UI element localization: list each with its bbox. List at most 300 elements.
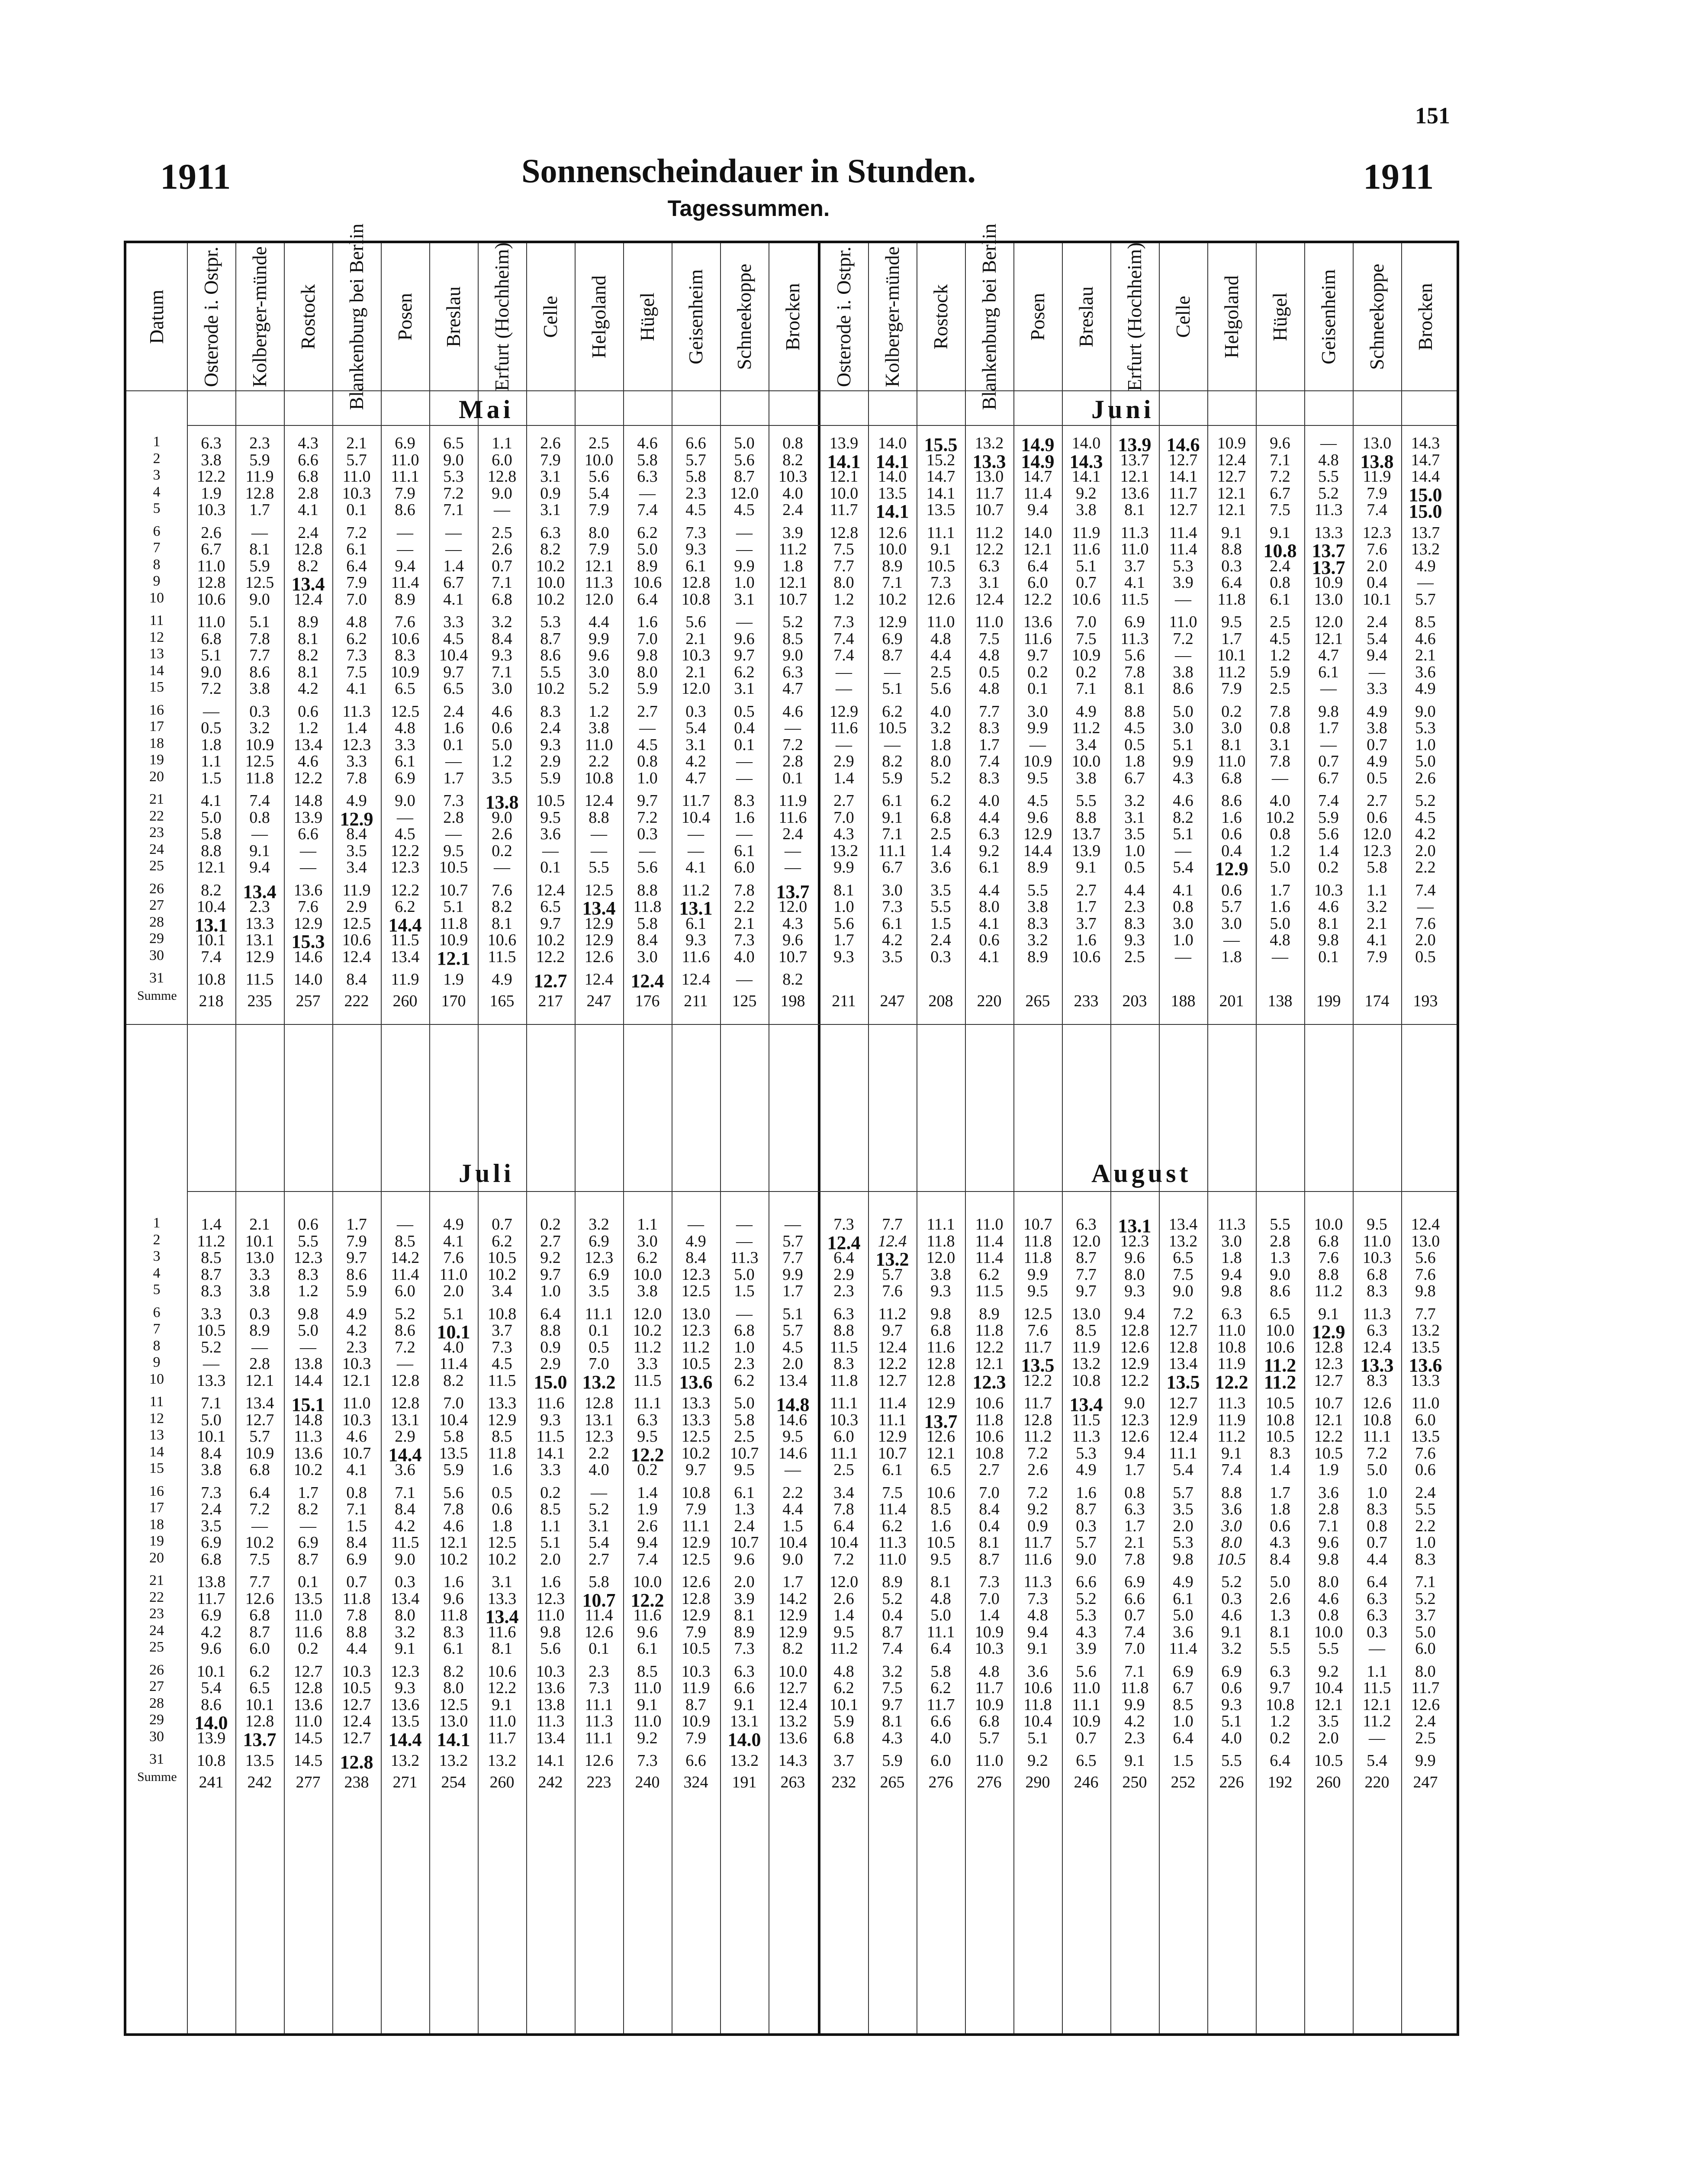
data-cell: 12.4 — [878, 1232, 907, 1250]
data-cell: 11.8 — [439, 914, 468, 933]
data-cell: 11.9 — [682, 1679, 710, 1697]
data-cell: 8.2 — [492, 898, 512, 916]
data-cell: 11.8 — [926, 1232, 955, 1250]
data-cell: 11.4 — [878, 1394, 907, 1412]
data-cell: 13.0 — [439, 1712, 468, 1730]
data-cell: 9.7 — [1076, 1282, 1097, 1300]
data-cell: 11.8 — [1120, 1679, 1149, 1697]
data-cell: 9.8 — [298, 1304, 318, 1323]
data-cell: 2.4 — [782, 825, 803, 843]
data-cell: 5.3 — [1076, 1606, 1097, 1624]
data-cell: 12.5 — [439, 1695, 468, 1714]
data-cell: 7.0 — [1076, 613, 1097, 631]
data-cell: 3.6 — [1173, 1623, 1193, 1641]
data-cell: — — [785, 841, 801, 860]
data-cell: 8.4 — [395, 1500, 415, 1518]
data-cell: 5.2 — [882, 1589, 903, 1608]
data-cell: 13.9 — [293, 808, 323, 827]
data-cell: 6.8 — [201, 629, 222, 648]
data-cell: 9.1 — [1270, 523, 1290, 542]
data-cell: 2.4 — [201, 1500, 222, 1518]
data-cell: 13.3 — [196, 1371, 226, 1390]
station-header-geisenheim: Geisenheim — [685, 269, 707, 364]
data-cell: 9.4 — [249, 858, 270, 876]
data-cell: 13.3 — [972, 451, 1006, 472]
data-cell: 10.6 — [487, 1662, 517, 1681]
data-cell: 3.5 — [346, 841, 367, 860]
data-cell: 11.8 — [342, 1589, 371, 1608]
data-cell: 12.9 — [681, 1533, 711, 1552]
data-cell: 7.9 — [589, 501, 609, 519]
data-cell: 5.2 — [1076, 1589, 1097, 1608]
data-cell: 3.8 — [1076, 769, 1097, 787]
data-cell: 0.8 — [1270, 719, 1290, 737]
data-cell: 8.9 — [979, 1304, 1000, 1323]
data-cell: 9.7 — [540, 914, 561, 933]
data-cell: 2.7 — [833, 792, 854, 810]
data-cell: 3.2 — [1027, 931, 1048, 949]
data-cell: 0.3 — [637, 825, 658, 843]
day-number: 19 — [149, 1533, 164, 1549]
data-cell: 12.1 — [342, 1371, 371, 1390]
data-cell: 4.1 — [443, 1232, 464, 1250]
data-cell: 12.0 — [681, 679, 711, 698]
station-header-erfurt: Erfurt (Hochheim) — [491, 242, 513, 391]
data-cell: 8.2 — [298, 557, 318, 575]
data-cell: 10.6 — [1265, 1338, 1295, 1356]
sum-cell: 324 — [683, 1773, 708, 1791]
data-cell: 6.1 — [1270, 590, 1290, 609]
data-cell: 11.5 — [245, 970, 274, 989]
data-cell: 11.0 — [294, 1606, 322, 1624]
data-cell: 4.1 — [346, 1461, 367, 1479]
data-cell: 11.7 — [1411, 1679, 1440, 1697]
data-cell: 7.9 — [685, 1623, 706, 1641]
data-cell: 7.4 — [1318, 792, 1339, 810]
data-cell: 1.1 — [492, 434, 512, 452]
data-cell: 3.4 — [492, 1282, 512, 1300]
data-cell: 13.3 — [681, 1410, 711, 1429]
data-cell: 2.1 — [249, 1215, 270, 1233]
data-cell: 1.2 — [833, 590, 854, 609]
data-cell: 8.5 — [1076, 1321, 1097, 1340]
day-number: 12 — [149, 629, 164, 645]
data-cell: 0.5 — [201, 719, 222, 737]
data-cell: 1.2 — [298, 719, 318, 737]
data-cell: 11.2 — [682, 1338, 710, 1356]
data-cell: 10.5 — [1217, 1550, 1246, 1568]
data-cell: 11.4 — [391, 573, 419, 592]
data-cell: 11.6 — [1072, 540, 1100, 558]
data-cell: 6.1 — [685, 914, 706, 933]
data-cell: 12.2 — [975, 540, 1004, 558]
data-cell: 12.5 — [681, 1427, 711, 1446]
data-cell: 6.5 — [930, 1461, 951, 1479]
data-cell: 5.0 — [1270, 1573, 1290, 1591]
data-cell: 6.8 — [1318, 1232, 1339, 1250]
data-cell: — — [445, 523, 462, 542]
data-cell: 0.8 — [782, 434, 803, 452]
data-cell: 11.0 — [1169, 613, 1197, 631]
data-cell: 4.5 — [1027, 792, 1048, 810]
data-cell: 5.1 — [249, 613, 270, 631]
data-cell: 12.6 — [245, 1589, 274, 1608]
data-cell: 8.0 — [395, 1606, 415, 1624]
data-cell: 8.1 — [298, 663, 318, 681]
data-cell: 8.3 — [540, 702, 561, 721]
data-cell: 15.2 — [926, 451, 955, 469]
data-cell: 9.3 — [1124, 1282, 1145, 1300]
data-cell: 10.2 — [245, 1533, 274, 1552]
data-cell: 3.1 — [979, 573, 1000, 592]
data-cell: 10.6 — [975, 1427, 1004, 1446]
data-cell: 13.7 — [1312, 557, 1345, 578]
data-cell: 6.4 — [1221, 573, 1242, 592]
data-cell: 11.0 — [1120, 540, 1149, 558]
data-cell: 5.6 — [540, 1639, 561, 1658]
data-cell: 12.4 — [1217, 451, 1246, 469]
data-cell: 9.4 — [1221, 1265, 1242, 1284]
data-cell: — — [836, 663, 852, 681]
data-cell: 9.2 — [1027, 1752, 1048, 1770]
station-header-schneekoppe: Schneekoppe — [733, 264, 755, 370]
sum-cell: 192 — [1267, 1773, 1293, 1791]
data-cell: 13.1 — [584, 1410, 614, 1429]
data-cell: 11.6 — [536, 1394, 565, 1412]
data-cell: 12.3 — [681, 1265, 711, 1284]
data-cell: 6.1 — [1173, 1589, 1193, 1608]
month-rule-bottom — [187, 1191, 1457, 1192]
data-cell: 9.5 — [637, 1427, 658, 1446]
data-cell: 12.2 — [1215, 1371, 1248, 1393]
data-cell: — — [251, 1517, 268, 1535]
data-cell: 6.2 — [395, 898, 415, 916]
data-cell: 12.0 — [1071, 1232, 1101, 1250]
data-cell: 1.8 — [1270, 1500, 1290, 1518]
data-cell: 10.0 — [1314, 1623, 1343, 1641]
data-cell: 8.4 — [346, 970, 367, 989]
data-cell: 11.3 — [1072, 1427, 1100, 1446]
data-cell: 12.4 — [975, 590, 1004, 609]
data-cell: 7.8 — [346, 1606, 367, 1624]
data-cell: 11.0 — [391, 451, 419, 469]
data-cell: — — [300, 841, 316, 860]
data-cell: 9.1 — [492, 1695, 512, 1714]
data-cell: 4.4 — [1367, 1550, 1387, 1568]
data-cell: 1.8 — [1221, 947, 1242, 966]
data-cell: 7.4 — [979, 752, 1000, 770]
data-cell: 10.6 — [390, 629, 420, 648]
data-cell: 4.0 — [589, 1461, 609, 1479]
data-cell: 7.2 — [637, 808, 658, 827]
data-cell: 2.4 — [930, 931, 951, 949]
data-cell: 5.2 — [395, 1304, 415, 1323]
data-cell: 4.6 — [1221, 1606, 1242, 1624]
data-cell: 6.2 — [833, 1679, 854, 1697]
data-cell: 11.3 — [1023, 1573, 1052, 1591]
data-cell: 5.6 — [589, 467, 609, 486]
data-cell: 0.4 — [734, 719, 755, 737]
data-cell: 11.0 — [294, 1712, 322, 1730]
data-cell: 4.6 — [637, 434, 658, 452]
data-cell: 1.4 — [346, 719, 367, 737]
data-cell: 5.9 — [882, 769, 903, 787]
data-cell: 5.0 — [1173, 702, 1193, 721]
data-cell: 5.6 — [1076, 1662, 1097, 1681]
data-cell: 3.0 — [589, 663, 609, 681]
data-cell: 5.1 — [201, 646, 222, 664]
data-cell: 8.1 — [833, 881, 854, 899]
sum-cell: 260 — [392, 992, 418, 1010]
data-cell: 7.3 — [930, 573, 951, 592]
sum-cell: 277 — [296, 1773, 321, 1791]
data-cell: 11.7 — [975, 1679, 1004, 1697]
data-cell: 2.8 — [298, 484, 318, 502]
data-cell: 0.5 — [1415, 947, 1436, 966]
sum-cell: 247 — [586, 992, 611, 1010]
data-cell: 3.1 — [685, 735, 706, 754]
data-cell: 9.6 — [1270, 434, 1290, 452]
data-cell: 11.1 — [830, 1394, 858, 1412]
data-cell: 7.6 — [395, 613, 415, 631]
data-cell: 12.1 — [437, 947, 470, 969]
data-cell: 11.3 — [1217, 1215, 1246, 1233]
data-cell: 3.6 — [1221, 1500, 1242, 1518]
data-cell: — — [785, 1461, 801, 1479]
data-cell: 4.2 — [685, 752, 706, 770]
data-cell: 12.7 — [778, 1679, 807, 1697]
data-cell: 3.8 — [1367, 719, 1387, 737]
data-cell: 0.3 — [1221, 1589, 1242, 1608]
data-cell: 13.8 — [485, 792, 519, 813]
data-cell: 12.4 — [681, 970, 711, 989]
data-cell: 12.2 — [536, 947, 565, 966]
data-cell: 11.4 — [878, 1500, 907, 1518]
data-cell: 11.0 — [926, 613, 955, 631]
day-number: 21 — [149, 1572, 164, 1588]
data-cell: 10.9 — [439, 931, 468, 949]
data-cell: 7.5 — [882, 1483, 903, 1502]
data-cell: 5.6 — [930, 679, 951, 698]
data-cell: 12.9 — [1168, 1410, 1198, 1429]
sum-label: Summe — [137, 988, 177, 1003]
data-cell: 7.3 — [833, 1215, 854, 1233]
data-cell: 13.2 — [975, 434, 1004, 452]
data-cell: 8.4 — [1270, 1550, 1290, 1568]
data-cell: 11.0 — [975, 1752, 1004, 1770]
data-cell: 10.3 — [342, 1410, 371, 1429]
data-cell: 7.9 — [589, 540, 609, 558]
data-cell: 8.3 — [833, 1355, 854, 1373]
data-cell: 11.5 — [488, 1371, 516, 1390]
data-cell: 9.8 — [930, 1304, 951, 1323]
data-cell: 13.6 — [1120, 484, 1149, 502]
data-cell: 10.4 — [196, 898, 226, 916]
data-cell: 14.4 — [1023, 841, 1052, 860]
data-cell: 12.4 — [584, 792, 614, 810]
data-cell: 12.9 — [584, 931, 614, 949]
data-cell: 0.9 — [1027, 1517, 1048, 1535]
data-cell: 10.9 — [1071, 1712, 1101, 1730]
data-cell: 12.2 — [487, 1679, 517, 1697]
data-cell: 5.9 — [443, 1461, 464, 1479]
data-cell: 0.3 — [685, 702, 706, 721]
data-cell: 13.5 — [1411, 1427, 1440, 1446]
data-cell: 5.9 — [249, 451, 270, 469]
data-cell: 7.9 — [540, 451, 561, 469]
station-header-breslau: Breslau — [1075, 286, 1097, 348]
data-cell: 7.4 — [1221, 1461, 1242, 1479]
data-cell: 3.1 — [734, 679, 755, 698]
data-cell: 14.3 — [778, 1752, 807, 1770]
data-cell: 10.1 — [196, 1662, 226, 1681]
data-cell: 9.3 — [685, 931, 706, 949]
data-cell: 13.5 — [245, 1752, 274, 1770]
data-cell: 9.2 — [979, 841, 1000, 860]
data-cell: 8.0 — [833, 573, 854, 592]
data-cell: 3.1 — [540, 467, 561, 486]
data-cell: 2.5 — [1415, 1729, 1436, 1747]
data-cell: 11.4 — [391, 1265, 419, 1284]
sum-cell: 211 — [684, 992, 708, 1010]
data-cell: 5.0 — [1367, 1461, 1387, 1479]
data-cell: 3.6 — [540, 825, 561, 843]
data-cell: 9.6 — [734, 629, 755, 648]
data-cell: 11.6 — [294, 1623, 322, 1641]
data-cell: 13.1 — [679, 898, 713, 919]
data-cell: 3.2 — [930, 719, 951, 737]
data-cell: 9.5 — [734, 1461, 755, 1479]
data-cell: 9.0 — [782, 646, 803, 664]
data-cell: 8.3 — [1270, 1444, 1290, 1462]
data-cell: 2.4 — [540, 719, 561, 737]
data-cell: 8.3 — [1027, 914, 1048, 933]
data-cell: 4.8 — [979, 679, 1000, 698]
date-header: Datum — [145, 290, 167, 344]
data-cell: 11.0 — [342, 1394, 371, 1412]
data-cell: 12.1 — [1120, 467, 1149, 486]
data-cell: 2.6 — [492, 825, 512, 843]
data-cell: — — [1417, 573, 1434, 592]
data-cell: 11.0 — [633, 1712, 662, 1730]
data-cell: 9.8 — [1415, 1282, 1436, 1300]
data-cell: 13.4 — [390, 947, 420, 966]
data-cell: 7.5 — [1173, 1265, 1193, 1284]
data-cell: 3.8 — [201, 1461, 222, 1479]
sum-rule-top — [126, 1024, 1457, 1025]
page-number: 151 — [1415, 103, 1450, 129]
data-cell: 10.5 — [196, 1321, 226, 1340]
data-cell: 13.2 — [390, 1752, 420, 1770]
data-cell: 11.9 — [1072, 1338, 1100, 1356]
data-cell: 14.9 — [1021, 451, 1055, 472]
data-cell: 9.8 — [1318, 931, 1339, 949]
data-cell: 11.1 — [585, 1695, 613, 1714]
data-cell: 6.9 — [1173, 1662, 1193, 1681]
day-number: 6 — [153, 523, 161, 539]
page-title: Sonnenscheindauer in Stunden. — [521, 152, 976, 190]
data-cell: 7.3 — [443, 792, 464, 810]
data-cell: 5.6 — [1318, 825, 1339, 843]
day-number: 14 — [149, 662, 164, 679]
data-cell: 7.1 — [1124, 1662, 1145, 1681]
data-cell: 12.1 — [196, 858, 226, 876]
data-cell: 6.9 — [1124, 1573, 1145, 1591]
sum-cell: 220 — [977, 992, 1002, 1010]
data-cell: — — [251, 825, 268, 843]
data-cell: 6.9 — [201, 1533, 222, 1552]
data-cell: 7.4 — [201, 947, 222, 966]
data-cell: 8.1 — [1318, 914, 1339, 933]
data-cell: 14.0 — [293, 970, 323, 989]
station-header-erfurt: Erfurt (Hochheim) — [1123, 242, 1145, 391]
data-cell: 6.1 — [882, 1461, 903, 1479]
data-cell: 14.0 — [194, 1712, 228, 1733]
data-cell: — — [494, 501, 510, 519]
data-cell: 7.4 — [637, 501, 658, 519]
data-cell: 12.2 — [975, 1338, 1004, 1356]
data-cell: 3.8 — [1027, 898, 1048, 916]
data-cell: 9.2 — [1076, 484, 1097, 502]
data-cell: 11.5 — [830, 1338, 858, 1356]
data-cell: 4.3 — [1270, 1533, 1290, 1552]
data-cell: 2.2 — [589, 1444, 609, 1462]
day-number: 25 — [149, 1639, 164, 1655]
data-cell: 13.7 — [1312, 540, 1345, 561]
data-cell: 0.7 — [1367, 1533, 1387, 1552]
data-cell: — — [1272, 769, 1288, 787]
data-cell: 12.8 — [926, 1371, 955, 1390]
data-cell: 8.3 — [201, 1282, 222, 1300]
data-cell: 13.2 — [730, 1752, 759, 1770]
data-cell: 5.9 — [1270, 663, 1290, 681]
sum-cell: 223 — [586, 1773, 611, 1791]
data-cell: 5.4 — [589, 1533, 609, 1552]
data-cell: 6.4 — [833, 1517, 854, 1535]
data-cell: 3.7 — [492, 1321, 512, 1340]
data-cell: 11.5 — [1363, 1679, 1391, 1697]
data-cell: 10.7 — [878, 1444, 907, 1462]
data-cell: 3.5 — [1124, 825, 1145, 843]
data-cell: — — [251, 523, 268, 542]
sum-cell: 290 — [1025, 1773, 1050, 1791]
data-cell: 12.9 — [778, 1606, 807, 1624]
data-cell: 2.5 — [734, 1427, 755, 1446]
data-cell: 3.5 — [930, 881, 951, 899]
data-cell: 2.3 — [1124, 1729, 1145, 1747]
data-cell: 7.2 — [782, 735, 803, 754]
data-cell: 9.4 — [1027, 1623, 1048, 1641]
data-cell: 5.9 — [1318, 808, 1339, 827]
data-cell: 9.7 — [443, 663, 464, 681]
data-cell: 4.6 — [782, 702, 803, 721]
data-cell: 11.2 — [1217, 663, 1246, 681]
data-cell: 4.4 — [782, 1500, 803, 1518]
data-cell: 4.1 — [298, 501, 318, 519]
data-cell: 7.6 — [443, 1249, 464, 1267]
sum-cell: 265 — [880, 1773, 905, 1791]
data-cell: 0.6 — [1221, 881, 1242, 899]
station-header-brocken: Brocken — [782, 283, 804, 351]
data-cell: 10.1 — [437, 1321, 470, 1343]
data-cell: 2.5 — [492, 523, 512, 542]
data-cell: 4.2 — [882, 931, 903, 949]
data-cell: 1.4 — [1270, 1461, 1290, 1479]
data-cell: 0.2 — [1318, 858, 1339, 876]
data-cell: 5.0 — [298, 1321, 318, 1340]
data-cell: 12.8 — [584, 1394, 614, 1412]
data-cell: 8.8 — [346, 1623, 367, 1641]
